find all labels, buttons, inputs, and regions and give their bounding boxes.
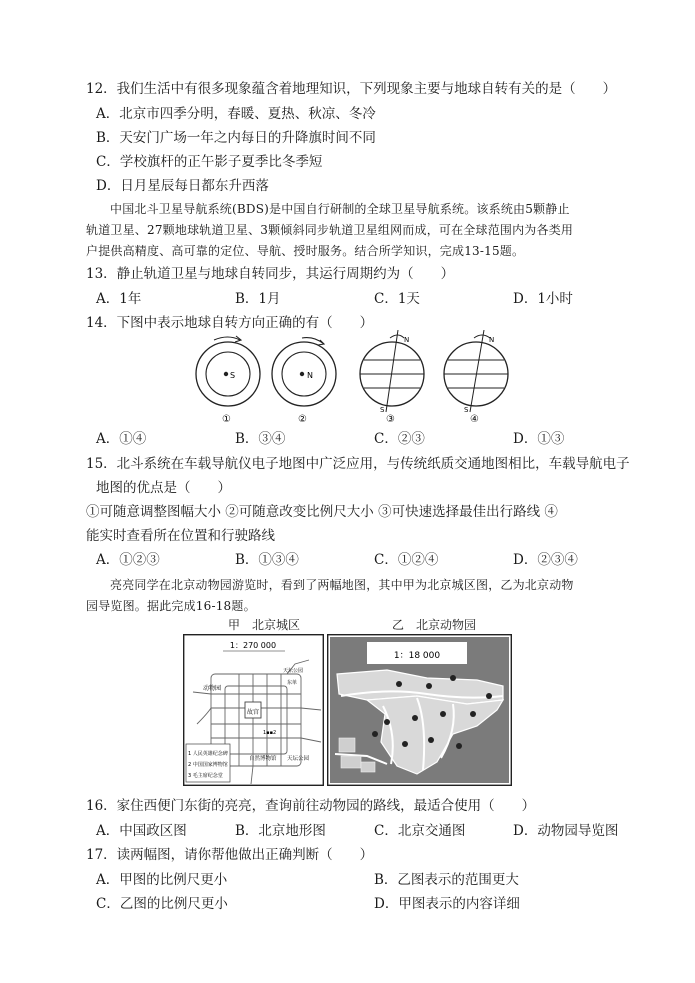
q12-option-c: C．学校旗杆的正午影子夏季比冬季短 — [96, 154, 323, 170]
q15-option-c: C．①②④ — [374, 552, 439, 568]
q13-option-a: A．1年 — [96, 291, 142, 307]
q14-option-d: D．①③ — [513, 431, 565, 447]
map-jia-mark: 1▪▪2 — [263, 730, 277, 736]
q15-stem-line1: 15．北斗系统在车载导航仪电子地图中广泛应用，与传统纸质交通地图相比，车载导航电子 — [86, 456, 630, 472]
intro1-line3: 户提供高精度、高可靠的定位、导航、授时服务。结合所学知识，完成13-15题。 — [86, 244, 525, 258]
q13-option-d: D．1小时 — [513, 291, 573, 307]
map-jia-park-label: 天坛公园 — [283, 668, 304, 674]
fig1-pole-label: S — [230, 371, 236, 380]
q17-option-d: D．甲图表示的内容详细 — [374, 896, 520, 912]
q14-option-a: A．①④ — [96, 431, 147, 447]
fig3-north-label: N — [404, 336, 410, 344]
q15-option-d: D．②③④ — [513, 552, 578, 568]
map-yi-scale: 1：18 000 — [393, 651, 441, 661]
map-jia-tiantan-label: 天坛公园 — [287, 756, 310, 762]
figure-2 — [272, 338, 336, 425]
q12-stem: 12．我们生活中有很多现象蕴含着地理知识，下列现象主要与地球自转有关的是（ ） — [86, 81, 617, 97]
fig4-number: ④ — [470, 414, 479, 425]
q14-figure — [186, 330, 526, 430]
map-jia — [183, 634, 324, 786]
figure-1 — [196, 336, 260, 425]
map-jia-zoo-label: 动物园 — [203, 685, 222, 692]
q14-stem: 14．下图中表示地球自转方向正确的有（ ） — [86, 315, 374, 331]
fig4-south-label: S — [464, 406, 469, 414]
q17-stem: 17．读两幅图，请你帮他做出正确判断（ ） — [86, 847, 374, 863]
q16-stem: 16．家住西便门东街的亮亮，查询前往动物园的路线，最适合使用（ ） — [86, 798, 536, 814]
q15-items-line2: 能实时查看所在位置和行驶路线 — [86, 528, 275, 544]
q17-option-b: B．乙图表示的范围更大 — [374, 872, 519, 888]
fig4-north-label: N — [489, 336, 495, 344]
map-jia-gugong-label: 故宫 — [247, 709, 260, 716]
q15-stem-line2: 地图的优点是（ ） — [96, 480, 231, 496]
map-jia-legend-2: 2 中国国家博物馆 — [188, 762, 228, 768]
q13-option-c: C．1天 — [374, 291, 420, 307]
figure-3 — [360, 330, 424, 425]
intro1-line1: 中国北斗卫星导航系统(BDS)是中国自行研制的全球卫星导航系统。该系统由5颗静止 — [110, 202, 570, 216]
q16-option-d: D．动物园导览图 — [513, 823, 619, 839]
q14-option-c: C．②③ — [374, 431, 425, 447]
map-jia-legend-1: 1 人民英雄纪念碑 — [188, 751, 228, 757]
q16-option-a: A．中国政区图 — [96, 823, 187, 839]
figure-4 — [444, 330, 508, 425]
q13-stem: 13．静止轨道卫星与地球自转同步，其运行周期约为（ ） — [86, 266, 455, 282]
intro2-line2: 园导览图。据此完成16-18题。 — [86, 599, 256, 613]
map-jia-natural-label: 自然博物馆 — [249, 756, 277, 762]
q15-items-line1: ①可随意调整图幅大小 ②可随意改变比例尺大小 ③可快速选择最佳出行路线 ④ — [86, 504, 558, 520]
q12-option-b: B．天安门广场一年之内每日的升降旗时间不同 — [96, 130, 376, 146]
q15-option-b: B．①③④ — [235, 552, 299, 568]
fig3-number: ③ — [386, 414, 395, 425]
fig2-pole-label: N — [307, 371, 313, 380]
q14-option-b: B．③④ — [235, 431, 286, 447]
q12-option-d: D．日月星辰每日都东升西落 — [96, 178, 269, 194]
map-jia-title: 甲 北京城区 — [228, 618, 301, 632]
map-jia-scale: 1：270 000 — [229, 641, 277, 650]
map-jia-dongdan-label: 东单 — [287, 680, 298, 686]
q12-option-a: A．北京市四季分明，春暖、夏热、秋凉、冬冷 — [96, 106, 376, 122]
q17-option-a: A．甲图的比例尺更小 — [96, 872, 228, 888]
intro2-line1: 亮亮同学在北京动物园游览时，看到了两幅地图，其中甲为北京城区图，乙为北京动物 — [110, 578, 574, 592]
q13-option-b: B．1月 — [235, 291, 281, 307]
q16-option-b: B．北京地形图 — [235, 823, 326, 839]
intro1-line2: 轨道卫星、27颗地球轨道卫星、3颗倾斜同步轨道卫星组网而成，可在全球范围内为各类用 — [86, 223, 574, 237]
map-jia-legend-3: 3 毛主席纪念堂 — [188, 773, 223, 779]
fig3-south-label: S — [380, 406, 385, 414]
q15-option-a: A．①②③ — [96, 552, 160, 568]
map-yi — [327, 634, 512, 786]
fig2-number: ② — [298, 414, 307, 425]
fig1-number: ① — [222, 414, 231, 425]
map-yi-title: 乙 北京动物园 — [392, 618, 477, 632]
q16-option-c: C．北京交通图 — [374, 823, 466, 839]
q17-option-c: C．乙图的比例尺更小 — [96, 896, 228, 912]
